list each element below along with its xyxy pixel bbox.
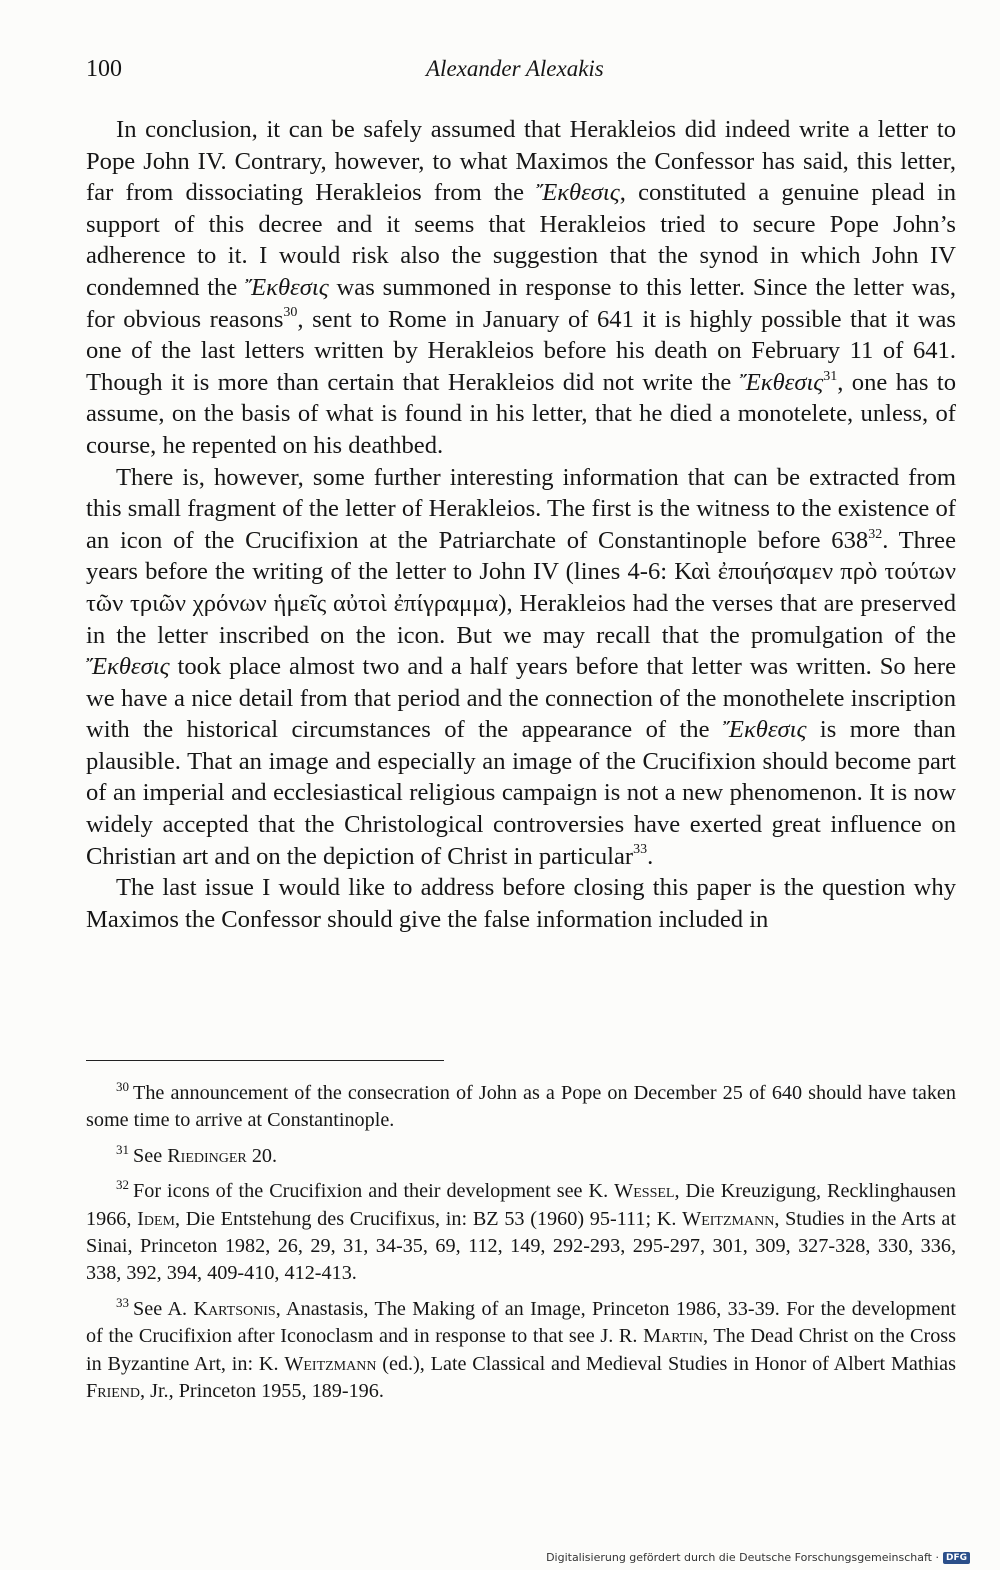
- footnote-30: [86, 1080, 956, 1135]
- author-name: Kartsonis: [193, 1297, 276, 1320]
- paragraph-1: [86, 114, 956, 462]
- footnote-ref-30[interactable]: 30: [283, 305, 298, 321]
- paragraph-3: The last issue I would like to address before closing this paper is the question why Maximos the Confessor should give the false information included in: [86, 874, 956, 933]
- footnote-text: The announcement of the consecration of John as a Pope on December 25 of 640 should have taken some time to arrive at Constantinople.: [86, 1082, 956, 1132]
- footnote-number: 30: [116, 1079, 129, 1095]
- footnote-number: 31: [116, 1142, 129, 1158]
- text-run: , sent to Rome in January of 641 it is highly possible that it was one of the last letters written by Herakleios before his death on February 11 of 641. Though it is more than certain that Herakleios did not write the: [86, 305, 956, 396]
- paragraph-2: [86, 462, 956, 873]
- greek-term: Ἔκθεσις: [536, 179, 620, 207]
- text-run: See: [133, 1144, 168, 1167]
- text-run: is more than plausible. That an image and especially an image of the Crucifixion should become part of an imperial and ecclesiastical religious campaign is not a new phenomenon. It is now widely accepted that the Christological controversies have exerted great influence on Christian art and on the depiction of Christ in particular: [86, 716, 956, 870]
- text-run: was summoned in response to this letter. Since the letter was, for obvious reasons: [86, 273, 956, 333]
- greek-term: Ἔκθεσις: [739, 368, 824, 396]
- text-run: , Jr., Princeton 1955, 189-196.: [140, 1380, 384, 1403]
- text-run: In conclusion, it can be safely assumed that Herakleios did indeed write a letter to Pope John IV. Contrary, however, to what Maximos the Confessor has said, this letter, far from dissociating Herakleios from the: [86, 116, 956, 207]
- greek-term: Ἔκθεσις: [245, 273, 329, 301]
- text-run: (ed.), Late Classical and Medieval Studies in Honor of Albert Mathias: [376, 1352, 956, 1375]
- text-run: , constituted a genuine plead in support of this decree and it seems that Herakleios tried to secure Pope John’s adherence to it. I would risk also the suggestion that the synod in which John IV condemned the: [86, 179, 956, 301]
- footnote-ref-31[interactable]: 31: [823, 368, 838, 384]
- author-name: Weitzmann: [682, 1207, 775, 1230]
- text-run: There is, however, some further interesting information that can be extracted from this small fragment of the letter of Herakleios. The first is the witness to the existence of an icon of the Crucifixion at the Patriarchate of Constantinople before 638: [86, 463, 956, 554]
- author-name: Idem: [137, 1207, 175, 1230]
- text-run: , The Dead Christ on the Cross in Byzantine Art, in: K.: [86, 1325, 957, 1375]
- footnote-ref-33[interactable]: 33: [633, 842, 648, 858]
- footnote-31: [86, 1143, 956, 1170]
- text-run: , one has to assume, on the basis of what is found in his letter, that he died a monotelete, unless, of course, he repented on his deathbed.: [86, 368, 956, 459]
- footnote-33: [86, 1296, 956, 1406]
- greek-term: Ἔκθεσις: [722, 716, 807, 744]
- text-run: For icons of the Crucifixion and their development see K.: [133, 1180, 615, 1203]
- text-run: . Three years before the writing of the letter to John IV (lines 4-6: Καὶ ἐποιήσαμεν πρὸ τούτων τῶν τριῶν χρόνων ἡμεῖς αὐτοὶ ἐπίγραμμα), Herakleios had the verses that are preserved in the letter inscribed on the icon. But we may recall that the promulgation of the: [86, 526, 956, 649]
- running-head: Alexander Alexakis: [426, 56, 604, 81]
- text-run: .: [647, 842, 654, 870]
- footnote-32: [86, 1178, 956, 1288]
- author-name: Weitzmann: [284, 1352, 377, 1375]
- digitization-credit: [546, 1551, 970, 1564]
- footnote-divider: [86, 1060, 444, 1061]
- text-run: See A.: [133, 1297, 194, 1320]
- text-run: took place almost two and a half years before that letter was written. So here we have a nice detail from that period and the connection of the monothelete inscription with the historical circumstances of the appearance of the: [86, 653, 956, 744]
- text-run: , Anastasis, The Making of an Image, Princeton 1986, 33-39. For the development of the Crucifixion after Iconoclasm and in response to that see J. R.: [86, 1297, 956, 1348]
- author-name: Riedinger: [167, 1144, 247, 1167]
- text-run: , Studies in the Arts at Sinai, Princeton 1982, 26, 29, 31, 34-35, 69, 112, 149, 292-293, 295-297, 301, 309, 327-328, 330, 336, 338, 392, 394, 409-410, 412-413.: [86, 1207, 956, 1285]
- greek-term: Ἔκθεσις: [86, 653, 170, 681]
- text-run: , Die Entstehung des Crucifixus, in: BZ 53 (1960) 95-111; K.: [174, 1207, 683, 1230]
- footnote-ref-32[interactable]: 32: [868, 526, 883, 542]
- page-number: 100: [86, 56, 122, 82]
- footnotes: [86, 1080, 956, 1413]
- text-run: 20.: [246, 1144, 278, 1167]
- dfg-logo-icon: DFG: [943, 1552, 970, 1564]
- text-run: , Die Kreuzigung, Recklinghausen 1966,: [86, 1180, 956, 1230]
- author-name: Martin: [643, 1325, 704, 1348]
- author-name: Friend: [86, 1380, 140, 1403]
- credit-text: Digitalisierung gefördert durch die Deutsche Forschungsgemeinschaft ·: [546, 1551, 939, 1564]
- footnote-number: 33: [116, 1295, 129, 1311]
- author-name: Wessel: [614, 1180, 675, 1203]
- footnote-number: 32: [116, 1177, 129, 1193]
- main-text: [86, 114, 956, 935]
- page-header: [86, 56, 956, 90]
